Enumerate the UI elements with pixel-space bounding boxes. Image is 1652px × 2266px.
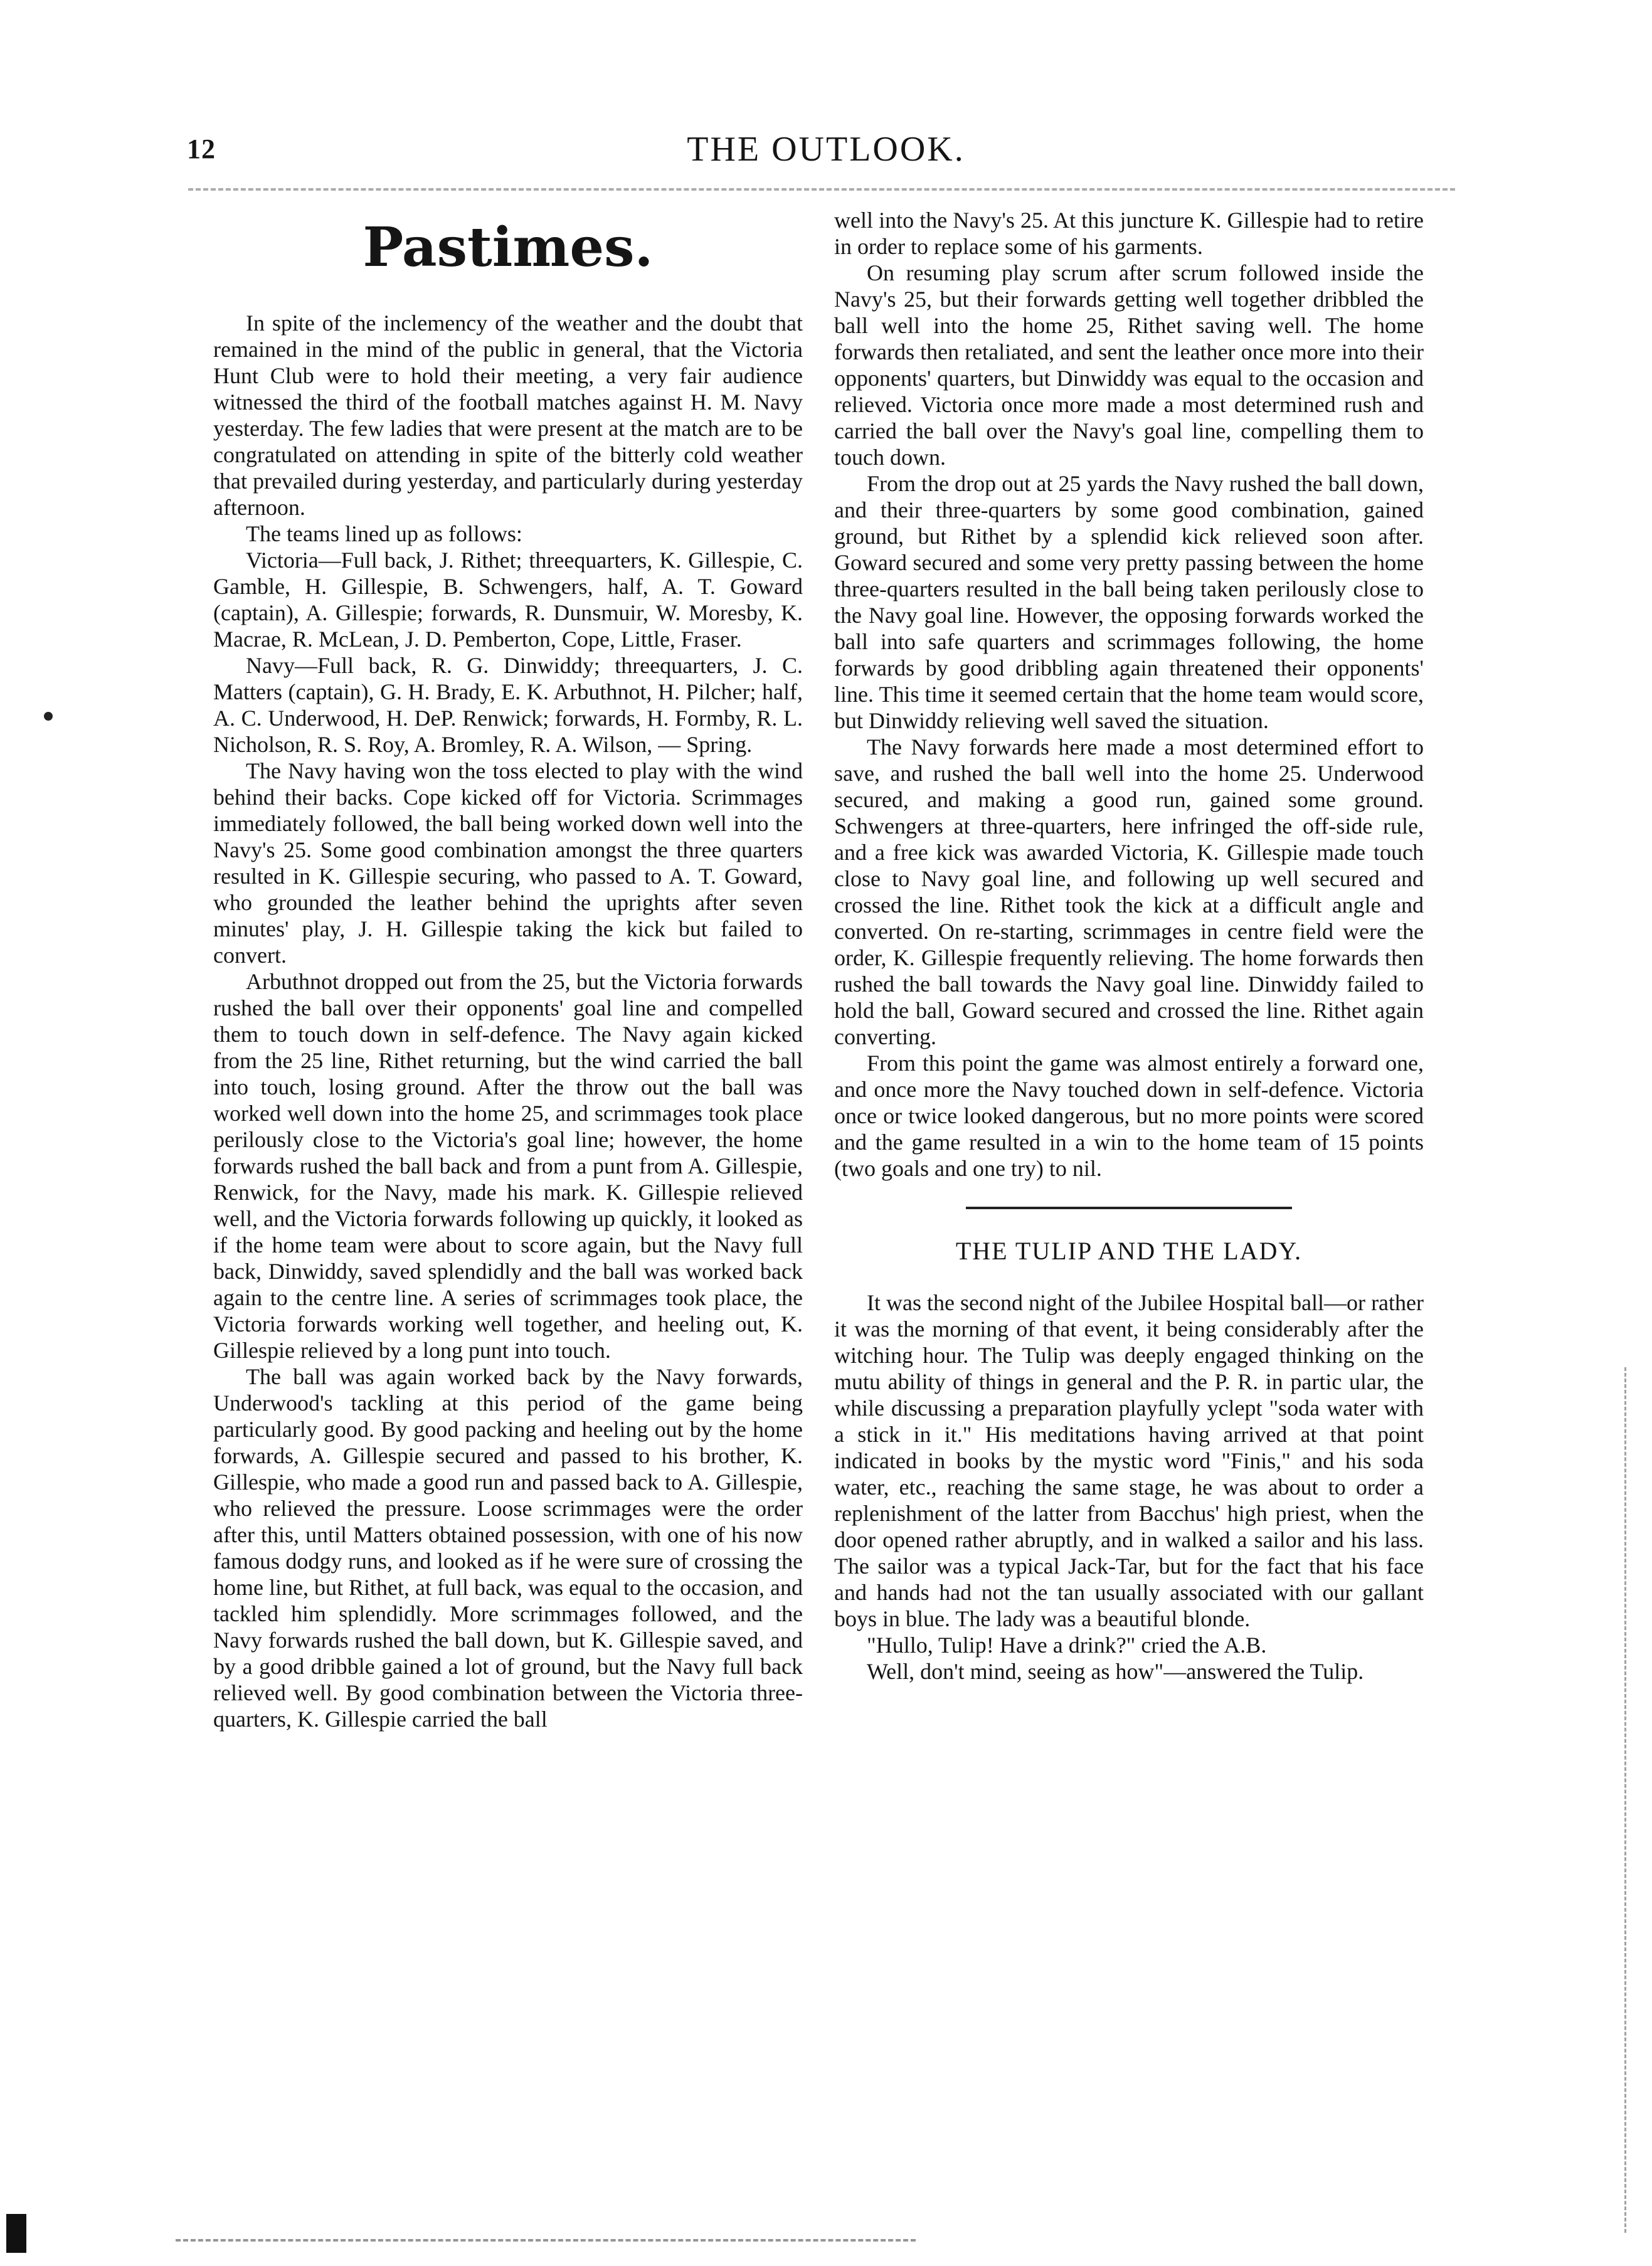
paragraph: well into the Navy's 25. At this juncture K. Gillespie had to retire in order to replace some of his garments. xyxy=(834,208,1424,259)
paragraph: The Navy having won the toss elected to play with the wind behind their backs. Cope kicked off for Victoria. Scrimmages immediately followed, the ball being worked down well into the Navy's 25. Some good combination amongst the three quarters resulted in K. Gillespie securing, who passed to A. T. Goward, who grounded the leather behind the uprights after seven minutes' play, J. H. Gillespie taking the kick but failed to convert. xyxy=(213,758,803,968)
story-title: THE TULIP AND THE LADY. xyxy=(955,1237,1303,1265)
paragraph: It was the second night of the Jubilee Hospital ball—or rather it was the morning of that event, it being considerably after the witching hour. The Tulip was deeply engaged thinking on the mutu ability of things in general and the P. R. in partic ular, the while discussing a preparation playfully yclept "soda water with a stick in it." His meditations having arrived at that point indicated in books by the mystic word "Finis," and his soda water, etc., reaching the same stage, he was about to order a replenishment of the latter from Bacchus' high priest, when the door opened rather abruptly, and in walked a sailor and his lass. The sailor was a typical Jack-Tar, but for the fact that his face and hands had not the tan usually associated with our gallant boys in blue. The lady was a beautiful blonde. xyxy=(834,1290,1424,1631)
paragraph: The teams lined up as follows: xyxy=(246,521,522,546)
paragraph: In spite of the inclemency of the weather and the doubt that remained in the mind of the public in general, that the Victoria Hunt Club were to hold their meeting, a very fair audience witnessed the third of the football matches against H. M. Navy yesterday. The few ladies that were present at the match are to be congratulated on attending in spite of the bitterly cold weather that prevailed during yesterday, and particularly during yesterday afternoon. xyxy=(213,310,803,520)
edge-rule xyxy=(1624,1367,1626,2233)
scan-corner-mark xyxy=(6,2214,26,2253)
paragraph: Well, don't mind, seeing as how"—answered the Tulip. xyxy=(867,1659,1364,1684)
paragraph: Arbuthnot dropped out from the 25, but the Victoria forwards rushed the ball over their opponents' goal line and compelled them to touch down in self-defence. The Navy again kicked from the 25 line, Rithet returning, but the wind carried the ball into touch, losing ground. After the throw out the ball was worked well down into the home 25, and scrimmages took place perilously close to the Victoria's goal line; however, the home forwards rushed the ball back and from a punt from A. Gillespie, Renwick, for the Navy, made his mark. K. Gillespie relieved well, and the Victoria forwards following up quickly, it looked as if the home team were about to score again, but the Navy full back, Dinwiddy, saved splendidly and the ball was worked back again to the centre line. A series of scrimmages took place, the Victoria forwards working well together, and heeling out, K. Gillespie relieved by a long punt into touch. xyxy=(213,969,803,1363)
running-title: THE OUTLOOK. xyxy=(687,130,965,169)
paragraph: The ball was again worked back by the Navy forwards, Underwood's tackling at this period of the game being particularly good. By good packing and heeling out by the home forwards, A. Gillespie secured and passed to his brother, K. Gillespie, who made a good run and passed back to A. Gillespie, who relieved the pressure. Loose scrimmages were the order after this, until Matters obtained possession, with one of his now famous dodgy runs, and looked as if he were sure of crossing the home line, but Rithet, at full back, was equal to the occasion, and tackled him splendidly. More scrimmages followed, and the Navy forwards rushed the ball down, but K. Gillespie saved, and by a good dribble gained a lot of ground, but the Navy full back relieved well. By good combination between the Victoria three-quarters, K. Gillespie carried the ball xyxy=(213,1364,803,1732)
paragraph: The Navy forwards here made a most determined effort to save, and rushed the ball well into the home 25. Underwood secured, and making a good run, gained some ground. Schwengers at three-quarters, here infringed the off-side rule, and a free kick was awarded Victoria, K. Gillespie made touch close to Navy goal line, and following up well secured and crossed the line. Rithet took the kick at a difficult angle and converted. On re-starting, scrimmages in centre field were the order, K. Gillespie frequently relieving. The home forwards then rushed the ball towards the Navy goal line. Dinwiddy failed to hold the ball, Goward secured and crossed the line. Rithet again converting. xyxy=(834,734,1424,1049)
footer-rule xyxy=(176,2239,916,2242)
paragraph: From this point the game was almost entirely a forward one, and once more the Navy touched down in self-defence. Victoria once or twice looked dangerous, but no more points were scored and the game resulted in a win to the home team of 15 points (two goals and one try) to nil. xyxy=(834,1051,1424,1181)
paragraph: Victoria—Full back, J. Rithet; threequarters, K. Gillespie, C. Gamble, H. Gillespie, B. Schwengers, half, A. T. Goward (captain), A. Gillespie; forwards, R. Dunsmuir, W. Moresby, K. Macrae, R. McLean, J. D. Pemberton, Cope, Little, Fraser. xyxy=(213,548,803,652)
paragraph: On resuming play scrum after scrum followed inside the Navy's 25, but their forwards getting well together dribbled the ball well into the home 25, Rithet saving well. The home forwards then retaliated, and sent the leather once more into their opponents' quarters, but Dinwiddy was equal to the occasion and relieved. Victoria once more made a most determined rush and carried the ball over the Navy's goal line, compelling them to touch down. xyxy=(834,260,1424,470)
left-column xyxy=(213,207,803,1732)
paragraph: From the drop out at 25 yards the Navy rushed the ball down, and their three-quarters by some good combination, gained ground, but Rithet by a splendid kick relieved soon after. Goward secured and some very pretty passing between the home three-quarters resulted in the ball being taken perilously close to the Navy goal line. However, the opposing forwards worked the ball into safe quarters and scrimmages following, the home forwards by good dribbling again threatened their opponents' line. This time it seemed certain that the home team would score, but Dinwiddy relieving well saved the situation. xyxy=(834,471,1424,733)
header-rule xyxy=(188,188,1455,191)
story-divider xyxy=(966,1207,1292,1209)
paragraph: "Hullo, Tulip! Have a drink?" cried the A.B. xyxy=(867,1633,1267,1658)
margin-dot xyxy=(44,712,53,721)
section-title: Pastimes. xyxy=(363,216,654,279)
paragraph: Navy—Full back, R. G. Dinwiddy; threequarters, J. C. Matters (captain), G. H. Brady, E. K. Arbuthnot, H. Pilcher; half, A. C. Underwood, H. DeP. Renwick; forwards, H. Formby, R. L. Nicholson, R. S. Roy, A. Bromley, R. A. Wilson, — Spring. xyxy=(213,653,803,757)
right-column xyxy=(834,207,1424,1685)
page-number: 12 xyxy=(187,134,216,164)
